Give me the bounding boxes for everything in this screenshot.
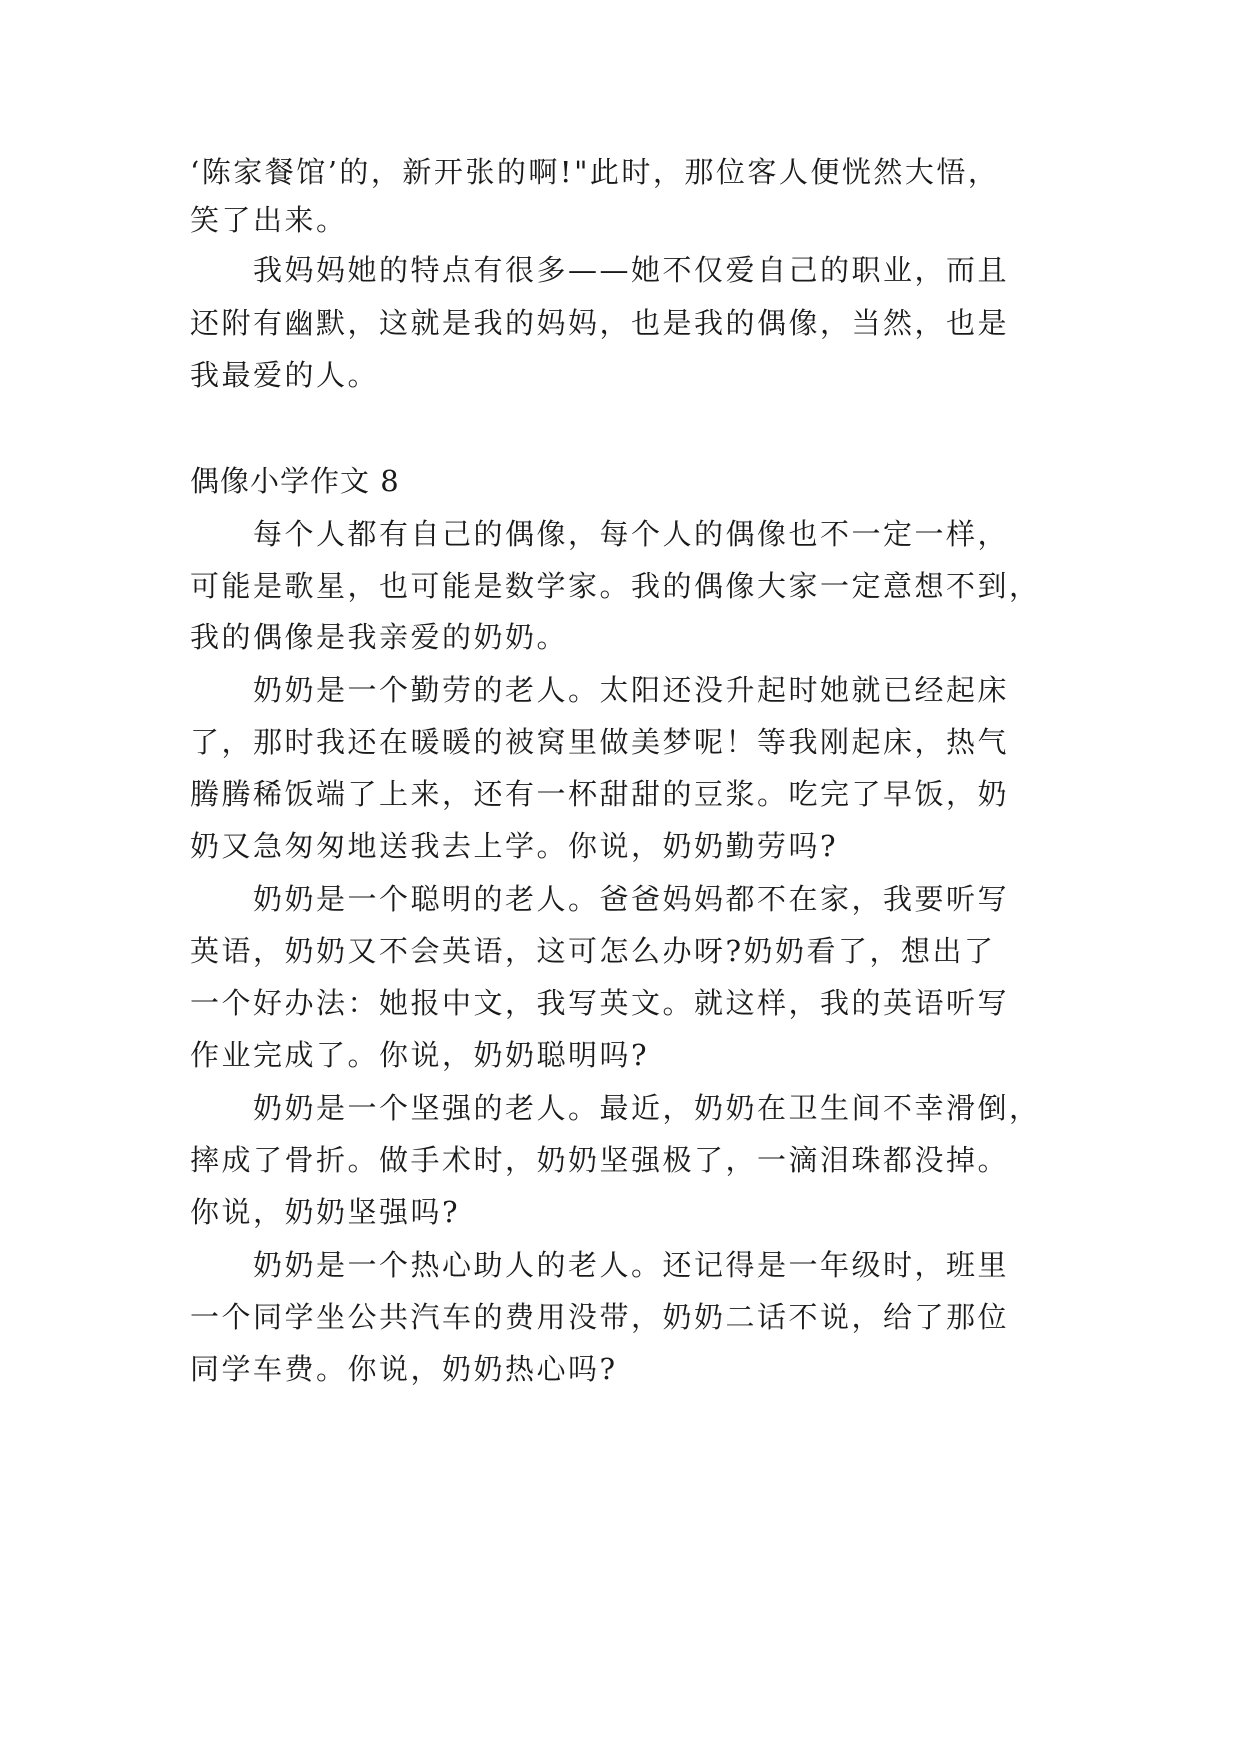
text-line: 奶奶是一个坚强的老人。最近，奶奶在卫生间不幸滑倒， xyxy=(253,1091,1041,1125)
text-line: 可能是歌星，也可能是数学家。我的偶像大家一定意想不到， xyxy=(190,569,1041,603)
text-line: 你说，奶奶坚强吗? xyxy=(190,1195,461,1229)
section-heading: 偶像小学作文 8 xyxy=(190,464,400,498)
text-line: 我妈妈她的特点有很多——她不仅爱自己的职业，而且 xyxy=(253,253,1010,287)
text-line: 我最爱的人。 xyxy=(190,358,380,392)
text-line: 奶奶是一个热心助人的老人。还记得是一年级时，班里 xyxy=(253,1248,1010,1282)
text-line: 一个好办法：她报中文，我写英文。就这样，我的英语听写 xyxy=(190,986,1010,1020)
text-line: 我的偶像是我亲爱的奶奶。 xyxy=(190,620,569,654)
text-line: 一个同学坐公共汽车的费用没带，奶奶二话不说，给了那位 xyxy=(190,1300,1010,1334)
text-line: 了，那时我还在暖暖的被窝里做美梦呢！等我刚起床，热气 xyxy=(190,725,1010,759)
text-line: 奶奶是一个勤劳的老人。太阳还没升起时她就已经起床 xyxy=(253,673,1010,707)
text-line: 同学车费。你说，奶奶热心吗? xyxy=(190,1352,618,1386)
text-line: 奶又急匆匆地送我去上学。你说，奶奶勤劳吗? xyxy=(190,829,839,863)
text-line: 还附有幽默，这就是我的妈妈，也是我的偶像，当然，也是 xyxy=(190,306,1010,340)
text-line: 腾腾稀饭端了上来，还有一杯甜甜的豆浆。吃完了早饭，奶 xyxy=(190,777,1010,811)
text-line: 作业完成了。你说，奶奶聪明吗? xyxy=(190,1038,650,1072)
text-line: 摔成了骨折。做手术时，奶奶坚强极了，一滴泪珠都没掉。 xyxy=(190,1143,1010,1177)
text-line: 英语，奶奶又不会英语，这可怎么办呀?奶奶看了，想出了 xyxy=(190,934,996,968)
text-line: ‘陈家餐馆’的，新开张的啊!"此时，那位客人便恍然大悟， xyxy=(190,155,1000,189)
text-line: 每个人都有自己的偶像，每个人的偶像也不一定一样， xyxy=(253,517,1010,551)
text-line: 奶奶是一个聪明的老人。爸爸妈妈都不在家，我要听写 xyxy=(253,882,1010,916)
text-line: 笑了出来。 xyxy=(190,203,348,237)
